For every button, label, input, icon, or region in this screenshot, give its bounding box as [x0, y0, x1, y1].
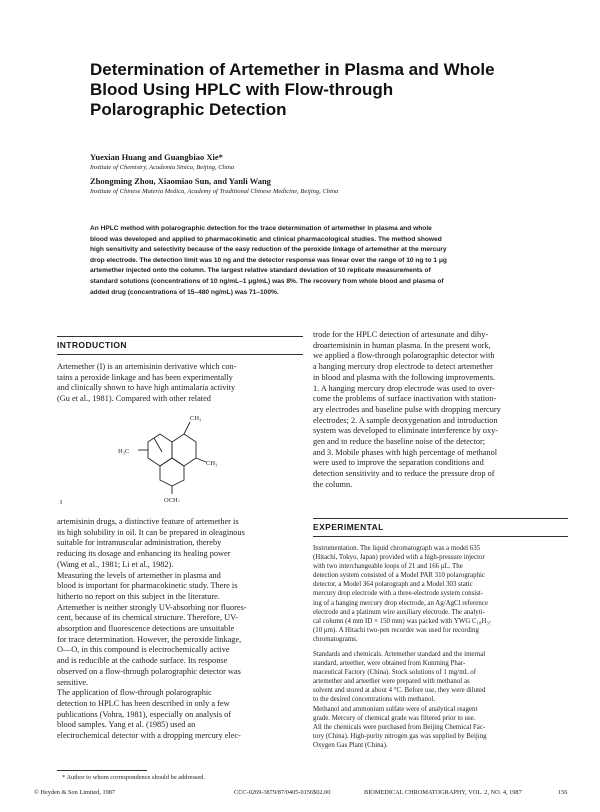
- text-line: detection to HPLC has been described in only a few: [57, 698, 230, 708]
- text-line: Measuring the levels of artemether in plasma and: [57, 570, 221, 580]
- authors-block: [90, 152, 560, 200]
- text-line: absorption and fluorescence detections are unsuitable: [57, 624, 235, 634]
- text-line: (Hitachi, Tokyo, Japan) provided with a high-pressure injector: [313, 554, 485, 562]
- text-line: Methanol and ammonium sulfate were of analytical reagent: [313, 705, 478, 713]
- text-line: reducing its dosage and enhancing its healing power: [57, 549, 231, 559]
- text-line: and clinically shown to have high antimalaria activity: [57, 383, 236, 393]
- text-line: its high solubility in oil. It can be prepared in oleaginous: [57, 527, 245, 537]
- text-line: Artemether is neither strongly UV-absorbing nor fluores-: [57, 602, 247, 612]
- instrumentation-paragraph: [313, 544, 491, 644]
- journal-reference: BIOMEDICAL CHROMATOGRAPHY, VOL. 2, NO. 4, 1987: [364, 789, 522, 796]
- text-line: the column.: [313, 479, 353, 489]
- section-rule: [313, 518, 568, 519]
- abstract-line: drop electrode. The detection limit was 10 ng and the detector response was linear over the range of 10 ng to 1 μg: [90, 256, 447, 264]
- text-line: droartemisinin in human plasma. In the present work,: [313, 340, 491, 350]
- text-line: come the problems of surface inactivation with station-: [313, 394, 497, 404]
- ring-b: [172, 434, 196, 466]
- text-line: we applied a flow-through polarographic detector with: [313, 351, 495, 361]
- intro-paragraph: [57, 517, 247, 742]
- text-line: 1. A hanging mercury drop electrode was used to over-: [313, 383, 495, 393]
- copyright: © Heyden & Son Limited, 1987: [34, 789, 116, 796]
- text-line: Oxygen Gas Plant (China).: [313, 741, 388, 749]
- text-line: detection system consisted of a Model PAR 310 polarographic: [313, 572, 485, 580]
- peroxide-bridge: [154, 438, 162, 452]
- text-line: hitherto no report on this subject in the literature.: [57, 591, 220, 601]
- intro-paragraph: [57, 362, 236, 405]
- text-line: gen and to reduce the baseline noise of the detector;: [313, 437, 486, 447]
- abstract-line: standard solutions (concentrations of 10 ng/mL–1 μg/mL) was 8%. The recovery from whole blood and plasma of: [90, 277, 444, 285]
- bond: [184, 422, 190, 434]
- paper-title: [90, 60, 520, 120]
- abstract-line: blood was developed and applied to pharmacokinetic and clinical pharmacological studies. The method showed: [90, 235, 442, 243]
- text-line: in blood and plasma with the following improvements.: [313, 372, 496, 382]
- section-rule: [313, 536, 568, 537]
- text-line: tains a peroxide linkage and has been experimentally: [57, 372, 233, 382]
- title-line: Blood Using HPLC with Flow-through: [90, 80, 394, 99]
- text-line: grade. Mercury of chemical grade was filtered prior to use.: [313, 714, 476, 722]
- text-line: (Gu et al., 1981). Compared with other related: [57, 394, 211, 404]
- bond: [196, 458, 206, 462]
- abstract-line: An HPLC method with polarographic detection for the trace determination of artemether in plasma and whole: [90, 225, 432, 232]
- text-line: O—O, in this compound is electrochemically active: [57, 645, 230, 655]
- abstract: [90, 224, 552, 298]
- text-line: system was developed to eliminate interference by oxy-: [313, 426, 499, 436]
- ring-c: [160, 458, 184, 486]
- text-line: and is reducible at the cathode surface. Its response: [57, 656, 228, 666]
- page-number: 156: [558, 789, 568, 796]
- text-line: trode for the HPLC detection of artesunate and dihy-: [313, 330, 489, 339]
- text-line: All the chemicals were purchased from Beijing Chemical Fac-: [313, 723, 486, 731]
- author-names: Yuexian Huang and Guangbiao Xie*: [90, 152, 223, 162]
- text-line: publications (Vohra, 1981), especially on analysis of: [57, 709, 232, 719]
- footnote: * Author to whom correspondence should be addressed.: [62, 774, 206, 781]
- text-line: ing of a hanging mercury drop electrode, an Ag/AgCl reference: [313, 599, 488, 607]
- artemether-structure: [110, 412, 230, 502]
- text-line: electrodes; 2. A sample deoxygenation and introduction: [313, 415, 498, 425]
- section-rule: [57, 336, 303, 337]
- ring-a: [148, 434, 172, 466]
- text-line: blood samples. Yang et al. (1985) used an: [57, 720, 196, 730]
- text-line: (Wang et al., 1981; Li et al., 1982).: [57, 559, 174, 569]
- text-line: (10 μm). A Hitachi two-pen recorder was used for recording: [313, 626, 479, 634]
- compound-label: I: [60, 499, 63, 506]
- abstract-line: high sensitivity and selectivity because of the easy reduction of the peroxide linkage of artemether at the mercury: [90, 246, 447, 254]
- author-affiliation: Institute of Chemistry, Academia Sinica, Beijing, China: [90, 164, 235, 171]
- text-line: maceutical Factory (China). Stock solutions of 1 mg/mL of: [313, 669, 476, 677]
- text-line: for trace determination. However, the peroxide linkage,: [57, 634, 242, 644]
- section-rule: [57, 354, 303, 355]
- title-line: Polarographic Detection: [90, 100, 287, 119]
- text-line: ary electrodes and baseline pulse with dropping mercury: [313, 404, 501, 414]
- introduction-heading: INTRODUCTION: [57, 340, 127, 350]
- text-line: The application of flow-through polarographic: [57, 688, 212, 698]
- text-line: standard, arteether, were obtained from Kunming Phar-: [313, 660, 466, 668]
- text-line: observed on a flow-through polarographic detector was: [57, 666, 241, 676]
- ch3-label: CH₃: [190, 415, 202, 422]
- standards-paragraph: [313, 650, 487, 750]
- text-line: electrode and a platinum wire auxiliary electrode. The analyti-: [313, 608, 485, 616]
- text-line: Instrumentation. The liquid chromatograph was a model 635: [313, 545, 481, 552]
- abstract-line: added drug (concentrations of 15–480 ng/mL) was 71–100%.: [90, 288, 279, 296]
- text-line: blood is important for pharmacokinetic study. There is: [57, 581, 238, 591]
- text-line: to the desired concentrations with methanol.: [313, 696, 436, 704]
- text-line: and 3. Mobile phases with high percentage of methanol: [313, 447, 498, 457]
- text-line: cent, because of its chemical structure. Therefore, UV-: [57, 613, 239, 623]
- text-line: Artemether (I) is an artemisinin derivative which con-: [57, 362, 237, 371]
- text-line: cal column (4 mm ID × 150 mm) was packed with YWG C₁₈H₃₇: [313, 617, 492, 625]
- title-line: Determination of Artemether in Plasma and Whole: [90, 60, 495, 79]
- issn-code: CCC-0269-3879/87/0405-0156$02.00: [234, 789, 331, 796]
- abstract-line: artemether injected onto the column. The largest relative standard deviation of 10 replicate measurements of: [90, 267, 431, 275]
- text-line: a hanging mercury drop electrode to detect artemether: [313, 362, 493, 372]
- text-line: detection sensitivity and to reduce the pressure drop of: [313, 469, 495, 479]
- text-line: Standards and chemicals. Artemether standard and the internal: [313, 651, 486, 658]
- text-line: suitable for intramuscular administration, thereby: [57, 538, 222, 548]
- och3-label: OCH₃: [164, 497, 180, 502]
- ch3-label: CH₃: [206, 460, 218, 467]
- author-affiliation: Institute of Chinese Materia Medica, Academy of Traditional Chinese Medicine, Beijing, China: [90, 188, 339, 195]
- h3c-label: H₃C: [118, 448, 130, 455]
- text-line: chromatograms.: [313, 635, 358, 643]
- text-line: artemisinin drugs, a distinctive feature of artemether is: [57, 517, 239, 526]
- author-names: Zhongming Zhou, Xiaomiao Sun, and Yanli Wang: [90, 176, 271, 186]
- text-line: tory (China). High-purity nitrogen gas was supplied by Beijing: [313, 732, 487, 740]
- footnote-rule: [57, 770, 147, 771]
- experimental-heading: EXPERIMENTAL: [313, 522, 384, 532]
- text-line: sensitive.: [57, 677, 89, 687]
- text-line: detector, a Model 364 polarograph and a Model 303 static: [313, 581, 473, 589]
- text-line: were used to improve the separation conditions and: [313, 458, 484, 468]
- page-footer: [34, 789, 574, 801]
- text-line: with two interchangeable loops of 21 and 166 μL. The: [313, 563, 463, 571]
- intro-continuation: [313, 330, 501, 491]
- text-line: artemether and arteether were prepared with methanol as: [313, 678, 470, 686]
- text-line: mercury drop electrode with a three-electrode system consist-: [313, 590, 484, 598]
- text-line: solvent and stored at about 4 °C. Before use, they were diluted: [313, 687, 486, 695]
- text-line: electrochemical detector with a dropping mercury elec-: [57, 731, 241, 741]
